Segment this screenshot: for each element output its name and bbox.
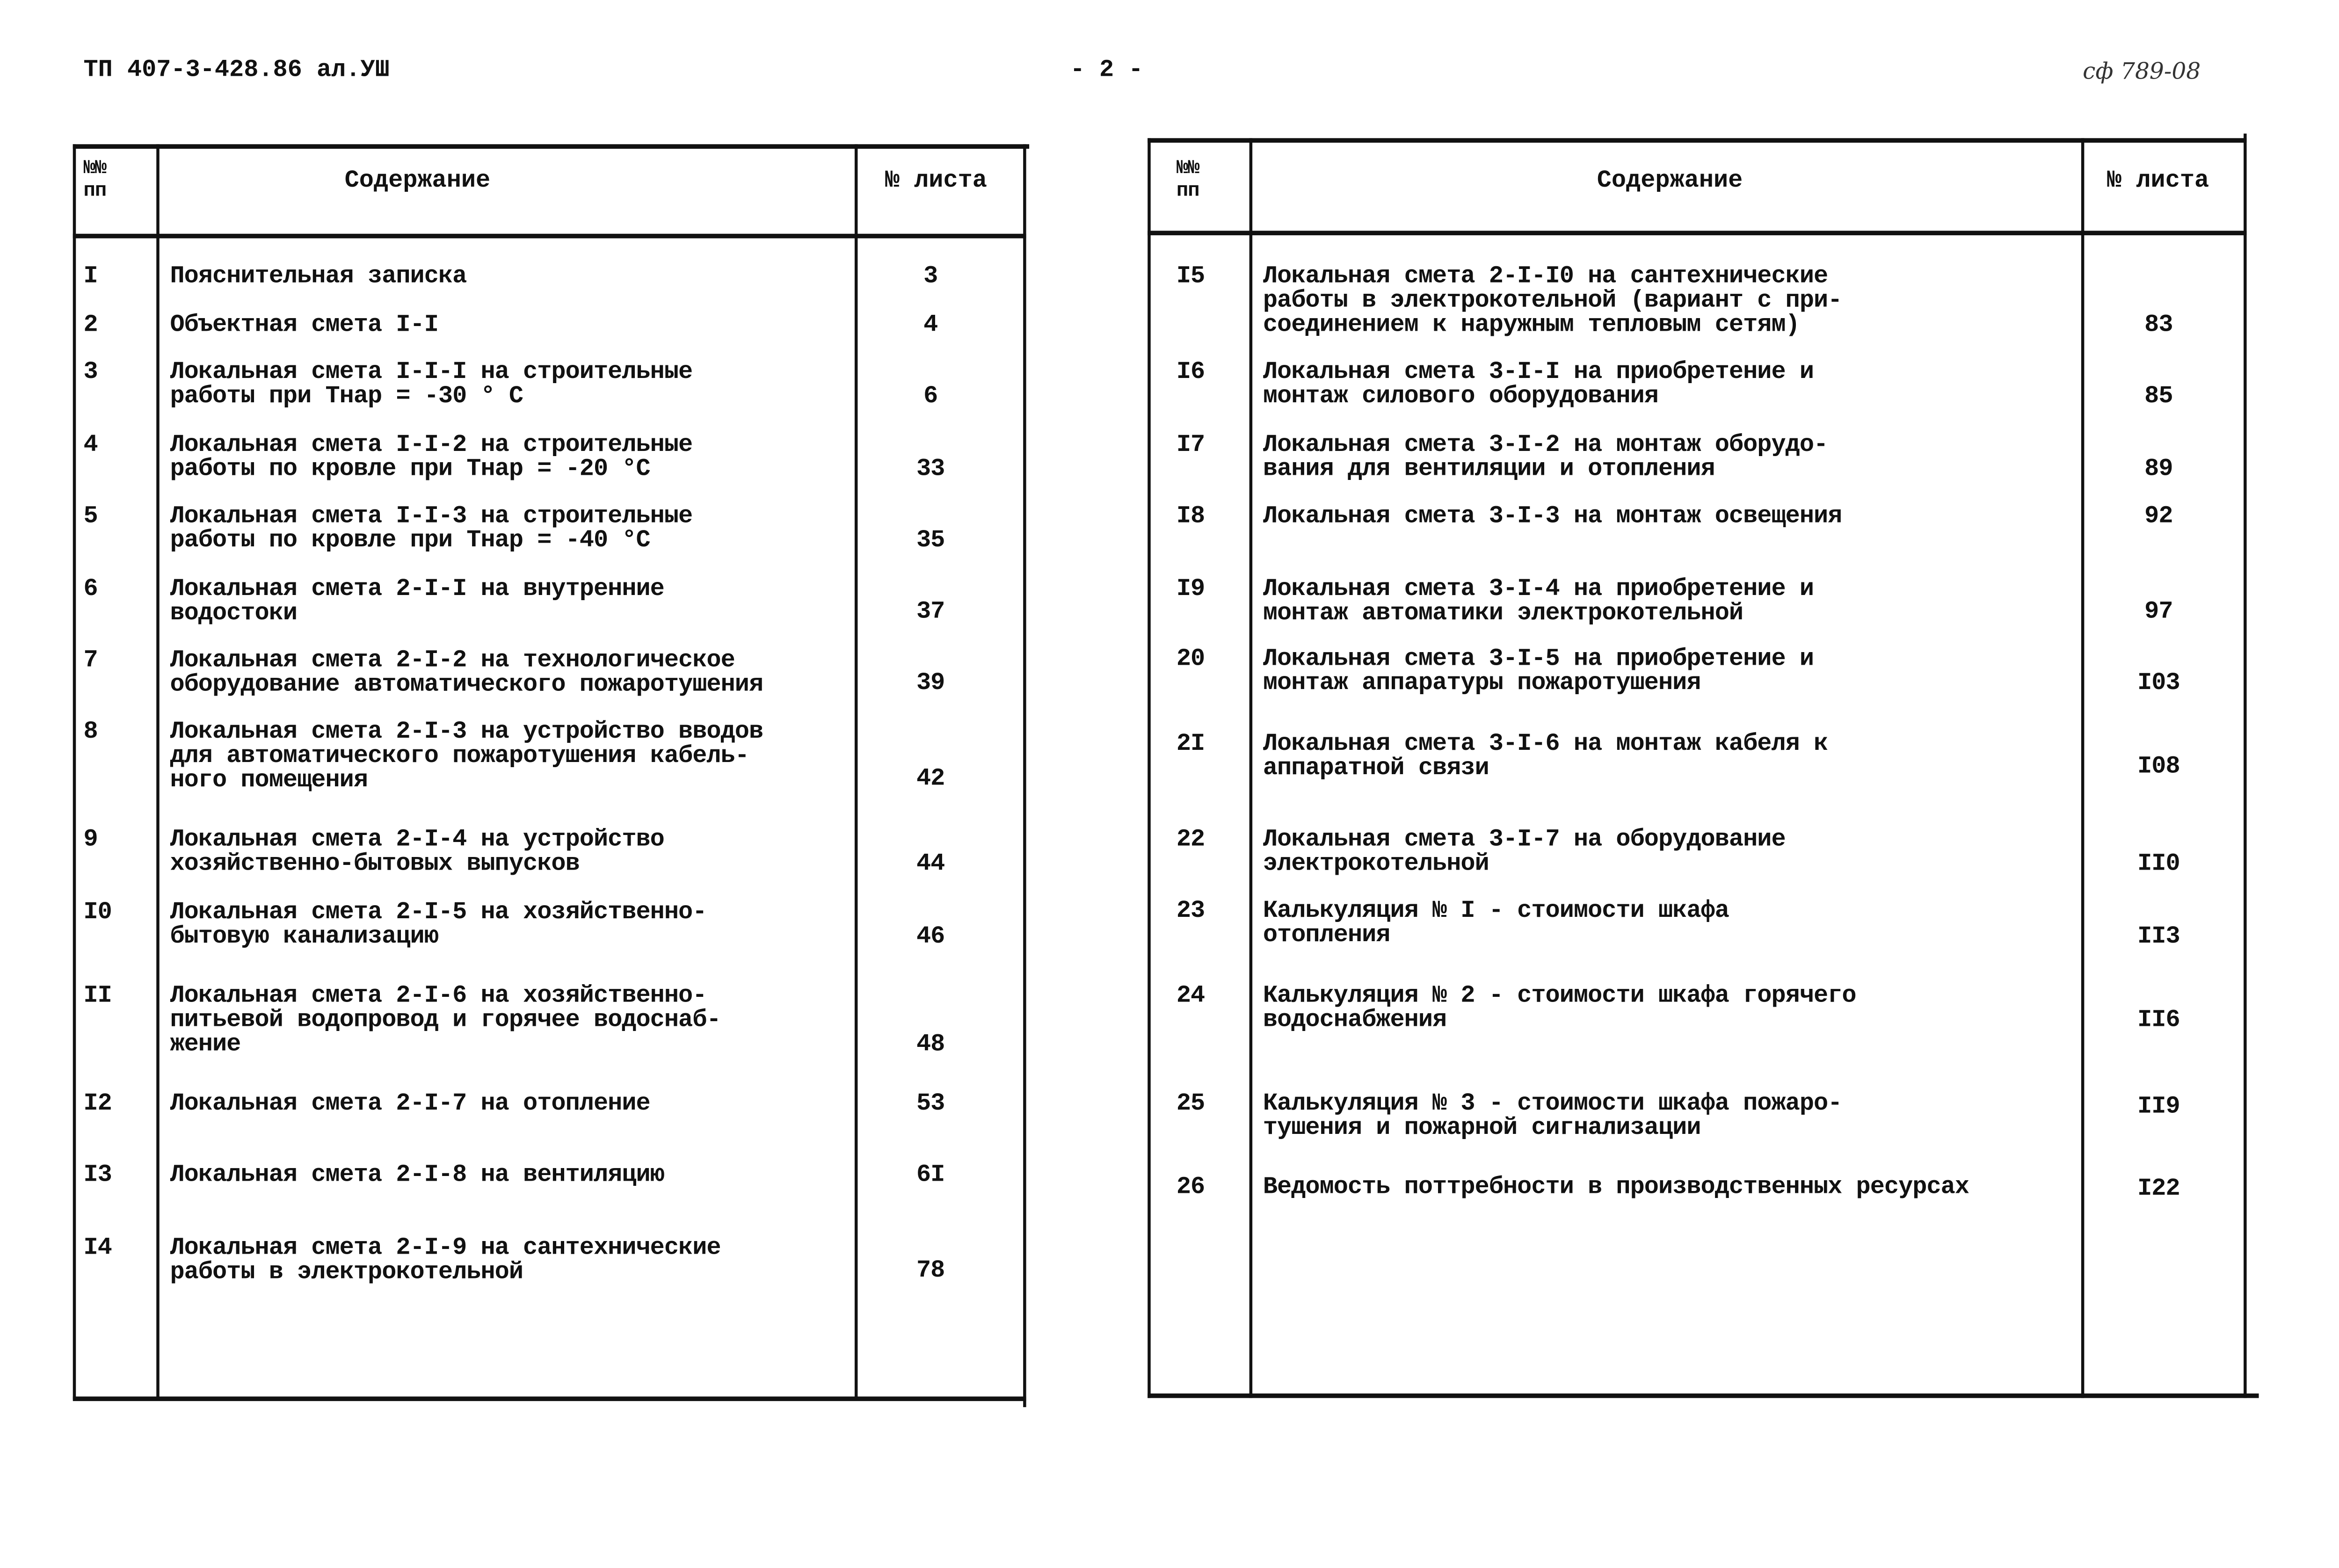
row-sheet-number: 44 — [916, 850, 945, 878]
row-number: I5 — [1176, 262, 1205, 290]
row-sheet-number: 46 — [916, 922, 945, 951]
handwritten-note: сф 789-08 — [2083, 58, 2201, 85]
document-code: ТП 407-3-428.86 ал.УШ — [83, 56, 390, 84]
row-sheet-number: 42 — [916, 765, 945, 792]
row-content: Локальная смета 2-I-I0 на сантехнические работы в электрокотельной (вариант с при- соединением к наружным тепловым сетям) — [1263, 262, 1842, 339]
col-header-content: Содержание — [1597, 167, 1743, 195]
row-sheet-number: 4 — [923, 311, 938, 339]
row-number: I9 — [1176, 575, 1205, 603]
row-content: Локальная смета 3-I-4 на приобретение и монтаж автоматики электрокотельной — [1263, 575, 1814, 627]
row-number: I7 — [1176, 431, 1205, 458]
row-number: 8 — [83, 718, 98, 746]
row-content: Локальная смета 2-I-9 на сантехнические работы в электрокотельной — [170, 1234, 721, 1286]
row-sheet-number: II0 — [2137, 850, 2180, 878]
row-number: I3 — [83, 1161, 112, 1189]
page-number: - 2 - — [1070, 56, 1143, 84]
row-sheet-number: 92 — [2144, 502, 2173, 530]
row-number: 24 — [1176, 982, 1205, 1009]
row-content: Калькуляция № 3 - стоимости шкафа пожаро- тушения и пожарной сигнализации — [1263, 1089, 1842, 1142]
row-content: Объектная смета I-I — [170, 311, 438, 339]
row-number: I2 — [83, 1089, 112, 1118]
row-sheet-number: II6 — [2137, 1006, 2180, 1034]
row-content: Локальная смета 2-I-4 на устройство хозяйственно-бытовых выпусков — [170, 826, 664, 878]
row-content: Ведомость поттребности в производственных ресурсах — [1263, 1173, 1969, 1201]
row-content: Локальная смета 3-I-2 на монтаж оборудо- вания для вентиляции и отопления — [1263, 431, 1828, 483]
row-sheet-number: 6 — [923, 382, 938, 410]
row-number: II — [83, 982, 112, 1009]
row-content: Локальная смета 2-I-5 на хозяйственно- бытовую канализацию — [170, 899, 707, 951]
row-number: 22 — [1176, 826, 1205, 853]
row-sheet-number: 6I — [916, 1161, 945, 1189]
row-number: I6 — [1176, 358, 1205, 386]
row-number: 4 — [83, 431, 98, 458]
row-sheet-number: 97 — [2144, 598, 2173, 625]
row-content: Пояснительная записка — [170, 262, 467, 290]
row-content: Локальная смета I-I-2 на строительные работы по кровле при Тнар = -20 °С — [170, 431, 693, 483]
row-sheet-number: 85 — [2144, 382, 2173, 410]
row-number: 20 — [1176, 645, 1205, 673]
row-number: 25 — [1176, 1089, 1205, 1118]
row-content: Калькуляция № I - стоимости шкафа отопления — [1263, 897, 1729, 949]
row-sheet-number: II3 — [2137, 922, 2180, 951]
row-number: 23 — [1176, 897, 1205, 925]
row-content: Локальная смета 2-I-6 на хозяйственно- питьевой водопровод и горячее водоснаб- жение — [170, 982, 721, 1058]
row-content: Локальная смета 2-I-8 на вентиляцию — [170, 1161, 664, 1189]
row-sheet-number: II9 — [2137, 1093, 2180, 1120]
row-number: 2I — [1176, 730, 1205, 758]
row-content: Калькуляция № 2 - стоимости шкафа горячего водоснабжения — [1263, 982, 1856, 1034]
row-content: Локальная смета 2-I-2 на технологическое оборудование автоматического пожаротушения — [170, 646, 763, 698]
col-header-sheet: № листа — [2107, 167, 2209, 195]
row-number: 26 — [1176, 1173, 1205, 1201]
row-number: 2 — [83, 311, 98, 339]
col-header-sheet: № листа — [885, 167, 987, 195]
row-content: Локальная смета 2-I-3 на устройство вводов для автоматического пожаротушения кабель- ного помещения — [170, 718, 763, 794]
row-number: 3 — [83, 358, 98, 386]
row-sheet-number: 53 — [916, 1089, 945, 1118]
row-content: Локальная смета 2-I-7 на отопление — [170, 1089, 650, 1118]
row-number: 6 — [83, 575, 98, 603]
row-content: Локальная смета I-I-3 на строительные работы по кровле при Тнар = -40 °С — [170, 502, 693, 554]
row-sheet-number: I03 — [2137, 669, 2180, 697]
row-sheet-number: 89 — [2144, 455, 2173, 483]
row-sheet-number: 48 — [916, 1031, 945, 1058]
row-sheet-number: 78 — [916, 1256, 945, 1285]
col-header-content: Содержание — [344, 167, 491, 195]
row-sheet-number: 39 — [916, 669, 945, 697]
row-sheet-number: 83 — [2144, 311, 2173, 339]
row-sheet-number: 37 — [916, 598, 945, 625]
row-content: Локальная смета I-I-I на строительные работы при Тнар = -30 ° С — [170, 358, 693, 410]
row-number: I8 — [1176, 502, 1205, 530]
row-number: 9 — [83, 826, 98, 853]
row-number: I — [83, 262, 98, 290]
row-content: Локальная смета 3-I-6 на монтаж кабеля к аппаратной связи — [1263, 730, 1828, 782]
row-content: Локальная смета 2-I-I на внутренние водостоки — [170, 575, 664, 627]
row-content: Локальная смета 3-I-I на приобретение и монтаж силового оборудования — [1263, 358, 1814, 410]
row-sheet-number: 35 — [916, 527, 945, 554]
row-content: Локальная смета 3-I-3 на монтаж освещения — [1263, 502, 1842, 530]
row-sheet-number: I08 — [2137, 753, 2180, 780]
row-content: Локальная смета 3-I-7 на оборудование электрокотельной — [1263, 826, 1786, 878]
row-number: I4 — [83, 1234, 112, 1262]
row-content: Локальная смета 3-I-5 на приобретение и монтаж аппаратуры пожаротушения — [1263, 645, 1814, 697]
row-number: 5 — [83, 502, 98, 530]
row-sheet-number: I22 — [2137, 1175, 2180, 1203]
col-header-num: №№ пп — [83, 156, 107, 202]
row-sheet-number: 3 — [923, 262, 938, 290]
col-header-num: №№ пп — [1176, 156, 1199, 202]
row-sheet-number: 33 — [916, 455, 945, 483]
row-number: 7 — [83, 646, 98, 674]
row-number: I0 — [83, 899, 112, 926]
